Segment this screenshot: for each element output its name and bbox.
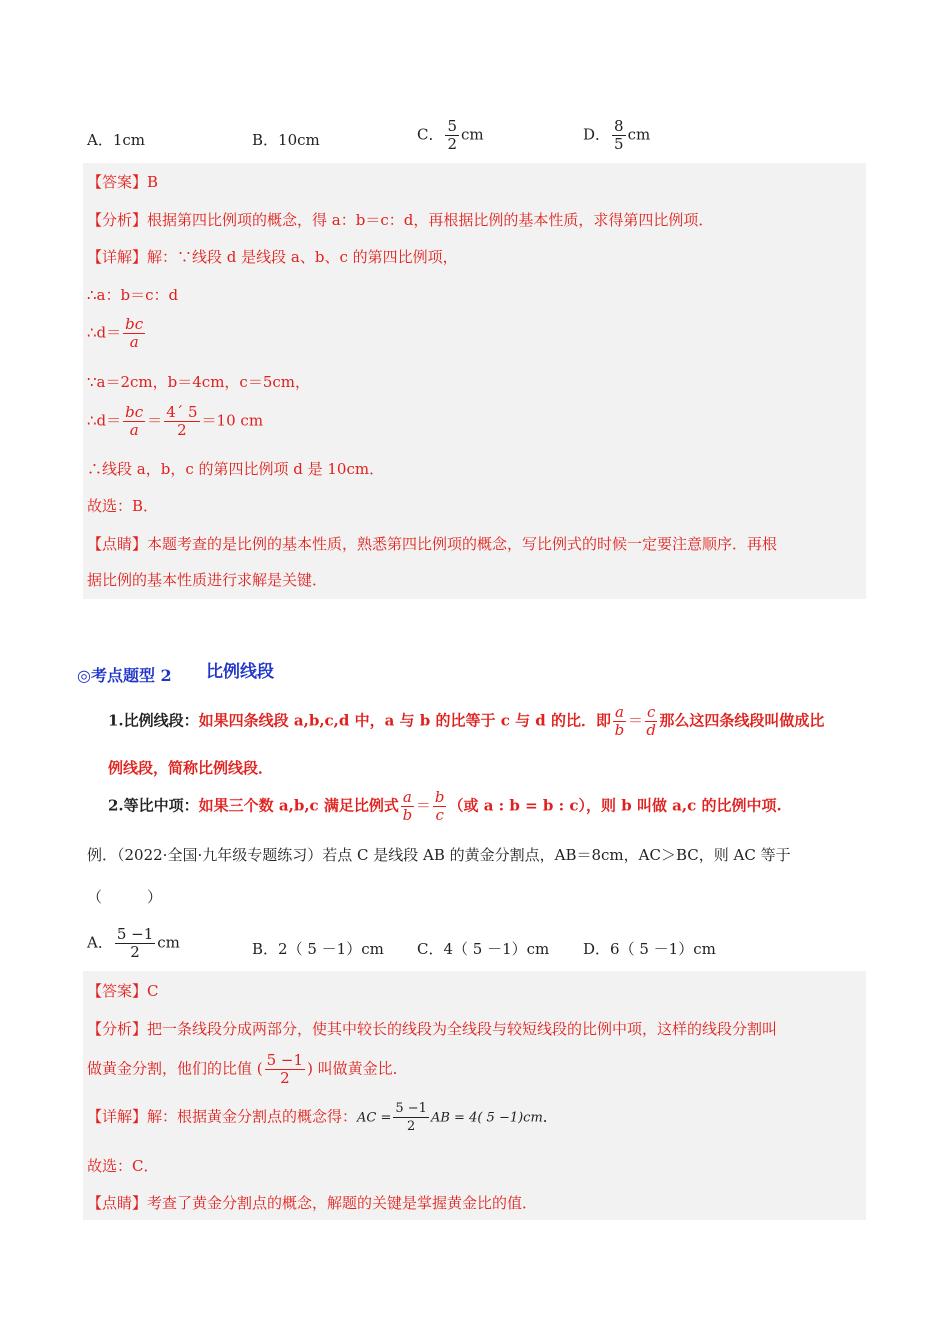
definition-1-label: 1.比例线段： [108, 711, 199, 730]
step-2-prefix: ∴d＝ [87, 323, 122, 342]
fraction-numerator: a [402, 788, 412, 806]
definition-2-label: 2.等比中项： [108, 796, 199, 815]
fraction-denominator: b [402, 806, 413, 824]
fraction-denominator: c [435, 806, 444, 824]
step-4-equals: ＝ [147, 411, 163, 430]
definition-2 [108, 789, 782, 824]
fraction-denominator: b [614, 721, 625, 739]
fraction-numerator: 5 −1 [266, 1051, 304, 1069]
answer-2-label: 【答案】C [87, 982, 159, 1000]
definition-2-text: 如果三个数 a,b,c 满足比例式 [198, 796, 399, 815]
definition-1-line-2: 例线段，简称比例线段． [108, 759, 274, 777]
option-c-label: C． [417, 125, 444, 144]
definition-1-fraction-2 [645, 704, 657, 739]
analysis-2-prefix: 做黄金分割，他们的比值 ( [87, 1059, 263, 1078]
answer-1-step-1: ∴a：b＝c：d [87, 286, 179, 304]
option-d-label: D． [583, 125, 611, 144]
fraction-denominator: d [646, 721, 656, 739]
detail-end: ． [542, 1107, 558, 1126]
step-4-prefix: ∴d＝ [87, 411, 122, 430]
answer-1-comment-line-1: 【点睛】本题考查的是比例的基本性质，熟悉第四比例项的概念，写比例式的时候一定要注意顺序．再根 [87, 535, 778, 553]
definition-1-fraction-1 [613, 704, 626, 739]
step-4-unit: cm [240, 411, 264, 430]
example-option-d: D．6（ 5 －1）cm [583, 940, 716, 958]
answer-1-detail-head: 【详解】解：∵线段 d 是线段 a、b、c 的第四比例项， [87, 248, 458, 266]
step-2-fraction [123, 316, 145, 351]
option-c-fraction [445, 118, 459, 153]
definition-1-tail: 那么这四条线段叫做成比 [659, 711, 825, 730]
definition-2-tail: （或 a : b = b : c），则 b 叫做 a,c 的比例中项. [448, 796, 782, 815]
fraction-numerator: bc [125, 403, 144, 421]
option-c [417, 118, 484, 153]
fraction-denominator: a [129, 421, 139, 439]
option-b: B．10cm [252, 131, 320, 149]
fraction-numerator: 8 [614, 117, 624, 135]
detail-formula-a: AC = [357, 1110, 392, 1126]
example-option-a [87, 926, 180, 961]
section-title: 比例线段 [206, 662, 274, 682]
definition-1-text: 如果四条线段 a,b,c,d 中，a 与 b 的比等于 c 与 d 的比．即 [198, 711, 611, 730]
answer-1-step-5: ∴线段 a，b，c 的第四比例项 d 是 10cm． [87, 460, 385, 478]
definition-2-fraction-1 [401, 789, 414, 824]
example-option-a-fraction [115, 926, 155, 961]
fraction-numerator: 5 −1 [116, 925, 154, 943]
definition-2-fraction-2 [433, 789, 447, 824]
example-blank: （ ） [87, 888, 163, 906]
step-4-fraction-2 [164, 404, 199, 439]
answer-2-choice: 故选：C． [87, 1157, 159, 1175]
detail-formula-fraction [393, 1100, 429, 1135]
analysis-2-fraction [265, 1052, 305, 1087]
section-label: ◎考点题型 2 [77, 666, 172, 685]
answer-1-step-4 [87, 404, 263, 439]
fraction-numerator: 5 −1 [395, 1101, 427, 1116]
example-option-a-unit: cm [157, 933, 180, 952]
fraction-denominator: 2 [407, 1119, 416, 1134]
definition-2-equals: ＝ [415, 796, 431, 815]
step-4-result: ＝10 [201, 411, 236, 430]
fraction-denominator: 2 [447, 135, 458, 153]
fraction-denominator: 2 [130, 943, 140, 961]
option-d [583, 118, 650, 153]
answer-2-analysis-line-2 [87, 1052, 408, 1087]
fraction-numerator: a [615, 703, 624, 721]
step-4-fraction-1 [123, 404, 145, 439]
fraction-denominator: 2 [280, 1069, 290, 1087]
fraction-denominator: 2 [177, 421, 187, 439]
example-option-b: B．2（ 5 －1）cm [252, 940, 384, 958]
fraction-numerator: bc [125, 315, 144, 333]
definition-1-equals: ＝ [627, 711, 643, 730]
answer-1-analysis: 【分析】根据第四比例项的概念，得 a：b＝c：d，再根据比例的基本性质，求得第四比例项． [87, 211, 714, 229]
fraction-denominator: 5 [614, 135, 624, 153]
option-d-unit: cm [627, 125, 651, 144]
fraction-numerator: 5 [447, 117, 458, 135]
answer-1-comment-line-2: 据比例的基本性质进行求解是关键． [87, 571, 328, 589]
fraction-numerator: b [434, 788, 445, 806]
answer-2-comment: 【点睛】考查了黄金分割点的概念，解题的关键是掌握黄金比的值． [87, 1194, 538, 1212]
fraction-numerator: c [646, 703, 656, 721]
answer-1-choice: 故选：B． [87, 497, 159, 515]
option-d-fraction [612, 118, 626, 153]
option-c-unit: cm [461, 125, 484, 144]
definition-1 [108, 704, 824, 739]
answer-2-analysis-line-1: 【分析】把一条线段分成两部分，使其中较长的线段为全线段与较短线段的比例中项，这样的线段分割叫 [87, 1020, 778, 1038]
example-option-c: C．4（ 5 －1）cm [417, 940, 550, 958]
answer-box-2 [83, 971, 866, 1220]
fraction-numerator: 4´ 5 [166, 403, 198, 421]
detail-formula-b: AB = 4( 5 −1)cm [430, 1110, 543, 1126]
analysis-2-suffix: ) 叫做黄金比． [307, 1059, 408, 1078]
example-option-a-label: A． [87, 933, 113, 952]
answer-1-step-2 [87, 316, 147, 351]
answer-1-step-3: ∵a＝2cm，b＝4cm，c＝5cm， [87, 373, 310, 391]
option-a: A．1cm [87, 131, 146, 149]
fraction-denominator: a [129, 333, 139, 351]
answer-1-label: 【答案】B [87, 173, 159, 191]
example-question: 例．（2022·全国·九年级专题练习）若点 C 是线段 AB 的黄金分割点，AB＝8cm，AC＞BC，则 AC 等于 [87, 846, 791, 864]
answer-2-detail [87, 1100, 558, 1135]
detail-prefix: 【详解】解：根据黄金分割点的概念得： [87, 1107, 358, 1126]
